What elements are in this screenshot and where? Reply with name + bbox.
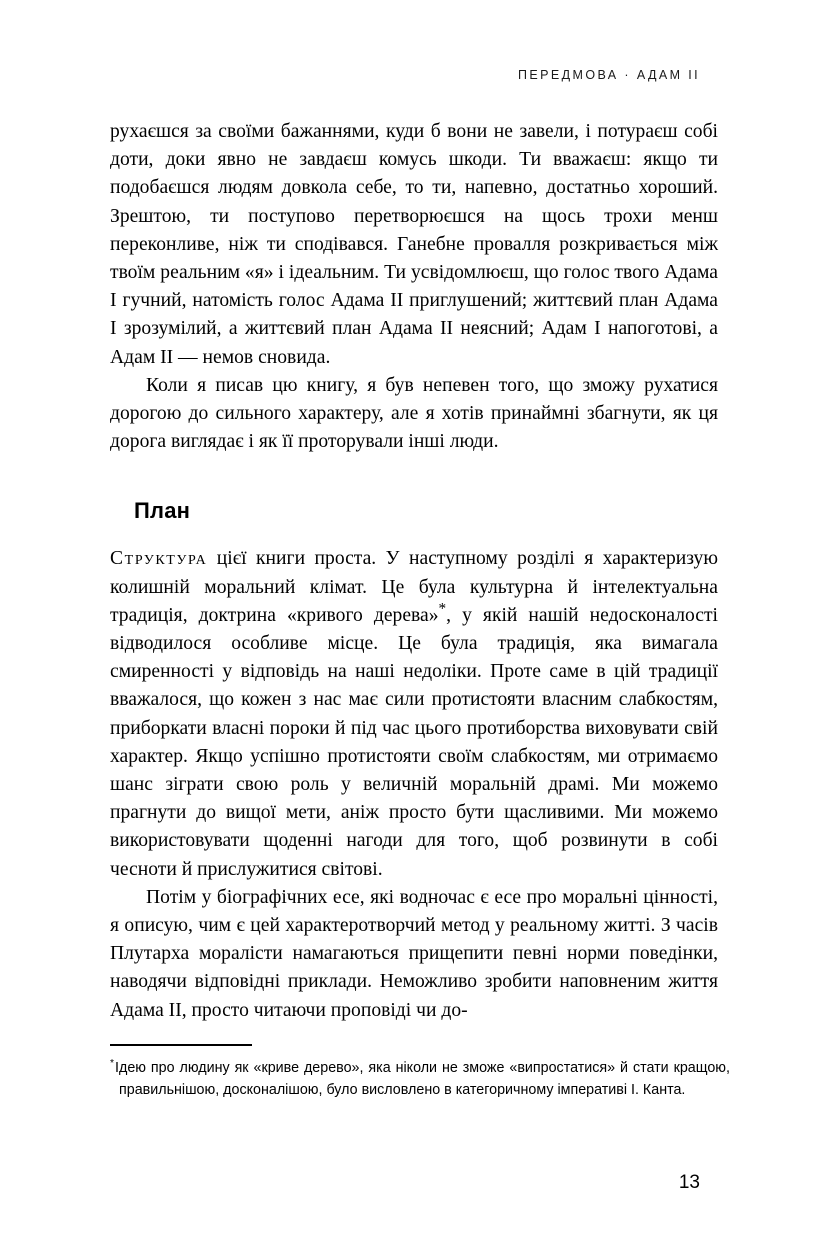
section-heading: План <box>134 498 191 524</box>
footnote-area <box>110 1044 730 1101</box>
paragraph-text-after-footnote: , у якій нашій недосконалості відводилося особливе місце. Це була традиція, яка вимагала смиренності у відповідь на наші недоліки. Проте саме в цій традиції вважалося, що кожен з нас має сили протистояти власним слабкостям, приборкати власні пороки й під час цього протиборства виховувати свій характер. Якщо успішно протистояти своїм слабкостям, ми отримаємо шанс зіграти свою роль у величній моральній драмі. Ми можемо прагнути до вищої мети, аніж просто бути щасливими. Ми можемо використовувати щоденні нагоди для того, щоб розвинути в собі чесноти й прислужитися світові. <box>110 604 718 880</box>
paragraph: Коли я писав цю книгу, я був непевен того, що зможу рухатися дорогою до сильного характеру, але я хотів принаймні збагнути, як ця дорога виглядає і як її проторували інші люди. <box>110 374 718 453</box>
paragraph: рухаєшся за своїми бажаннями, куди б вони не завели, і потураєш собі доти, доки явно не завдаєш комусь шкоди. Ти вважаєш: якщо ти подобаєшся людям довкола себе, то ти, напевно, достатньо хороший. Зрештою, ти поступово перетворюєшся на щось трохи менш переконливе, ніж ти сподівався. Ганебне провалля розкривається між твоїм реальним «я» і ідеальним. Ти усвідомлюєш, що голос твого Адама I гучний, натомість голос Адама II приглушений; життєвий план Адама I зрозумілий, а життєвий план Адама II неясний; Адам I напоготові, а Адам II — немов сновида. <box>110 121 718 368</box>
footnote-body: Ідею про людину як «криве дерево», яка ніколи не зможе «випростатися» й стати кращою, правильнішою, досконалішою, було висловлено в категоричному імперативі І. Канта. <box>115 1059 730 1098</box>
small-caps-lead-in: Структура <box>110 548 208 570</box>
footnote-reference-marker[interactable]: * <box>438 600 447 618</box>
page-number: 13 <box>678 1172 700 1193</box>
running-head: ПЕРЕДМОВА · АДАМ II <box>518 68 700 82</box>
footnote-separator-rule <box>110 1044 252 1046</box>
footnote <box>110 1057 730 1101</box>
main-text-block <box>110 118 718 1025</box>
paragraph-text-before-footnote: цієї книги проста. У наступному розділі я характеризую колишній моральний клімат. Це була культурна й інтелектуальна традиція, доктрина «кривого дерева» <box>110 548 718 626</box>
paragraph: Потім у біографічних есе, які водночас є есе про моральні цінності, я описую, чим є цей характеротворчий метод у реальному житті. З часів Плутарха моралісти намагаються прищепити певні норми поведінки, наводячи відповідні приклади. Неможливо зробити наповненим життя Адама II, просто читаючи проповіді чи до- <box>110 886 718 1021</box>
footnote-marker: * <box>110 1057 116 1069</box>
spacer <box>110 524 718 545</box>
paragraph <box>110 545 718 883</box>
spacer <box>110 456 718 498</box>
